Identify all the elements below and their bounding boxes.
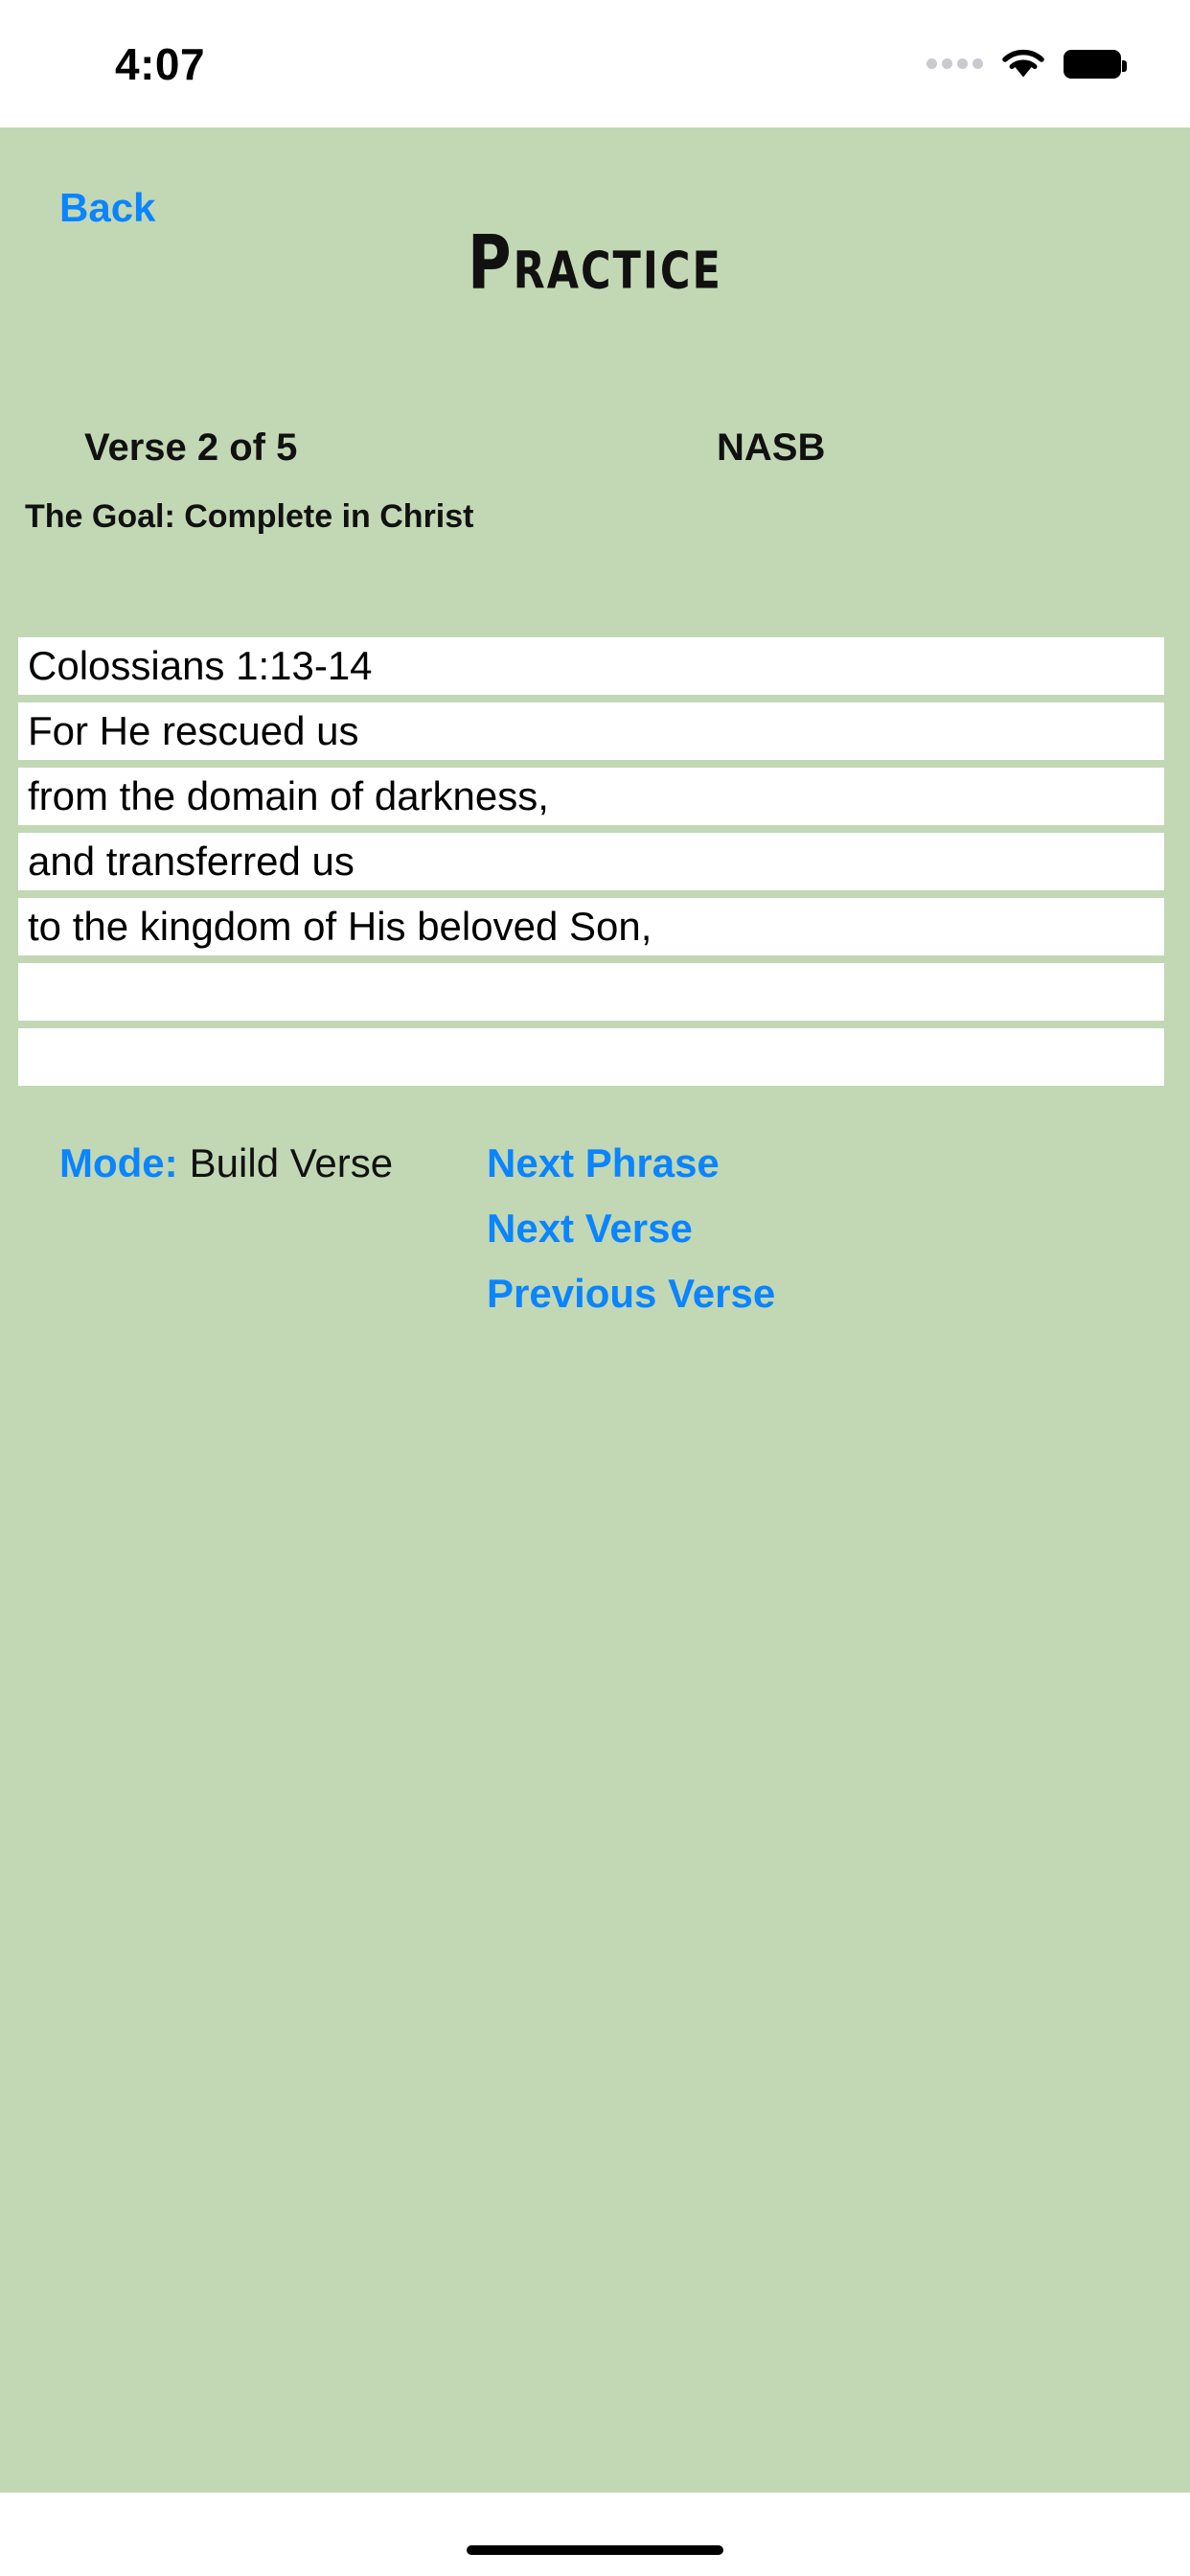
practice-screen (0, 127, 1190, 2493)
mode-label: Mode: (59, 1140, 178, 1185)
previous-verse-button[interactable]: Previous Verse (487, 1271, 776, 1316)
next-phrase-button[interactable]: Next Phrase (487, 1140, 720, 1185)
translation-label: NASB (717, 426, 826, 469)
phrase-row[interactable]: Colossians 1:13-14 (18, 637, 1164, 695)
mode-value[interactable]: Build Verse (189, 1140, 394, 1185)
phrase-row[interactable]: from the domain of darkness, (18, 768, 1164, 825)
status-time: 4:07 (115, 38, 206, 89)
verse-counter: Verse 2 of 5 (84, 426, 298, 469)
mode-row[interactable] (59, 1140, 393, 1186)
signal-dots-icon (927, 58, 983, 69)
passage-subtitle: The Goal: Complete in Christ (25, 498, 474, 535)
phrase-row[interactable] (18, 963, 1164, 1021)
home-indicator[interactable] (467, 2545, 723, 2555)
phrase-row[interactable] (18, 1028, 1164, 1086)
phrase-row[interactable]: to the kingdom of His beloved Son, (18, 898, 1164, 955)
battery-icon (1064, 50, 1121, 79)
back-button[interactable]: Back (59, 185, 156, 230)
action-links (487, 1140, 775, 1317)
phrase-list (18, 637, 1164, 1093)
page-title: Practice (468, 218, 722, 307)
next-verse-button[interactable]: Next Verse (487, 1206, 693, 1251)
status-bar (0, 0, 1190, 127)
status-indicators (927, 47, 1121, 81)
home-bar-area (0, 2493, 1190, 2576)
phrase-row[interactable]: For He rescued us (18, 702, 1164, 760)
wifi-icon (1000, 47, 1046, 81)
phrase-row[interactable]: and transferred us (18, 833, 1164, 890)
